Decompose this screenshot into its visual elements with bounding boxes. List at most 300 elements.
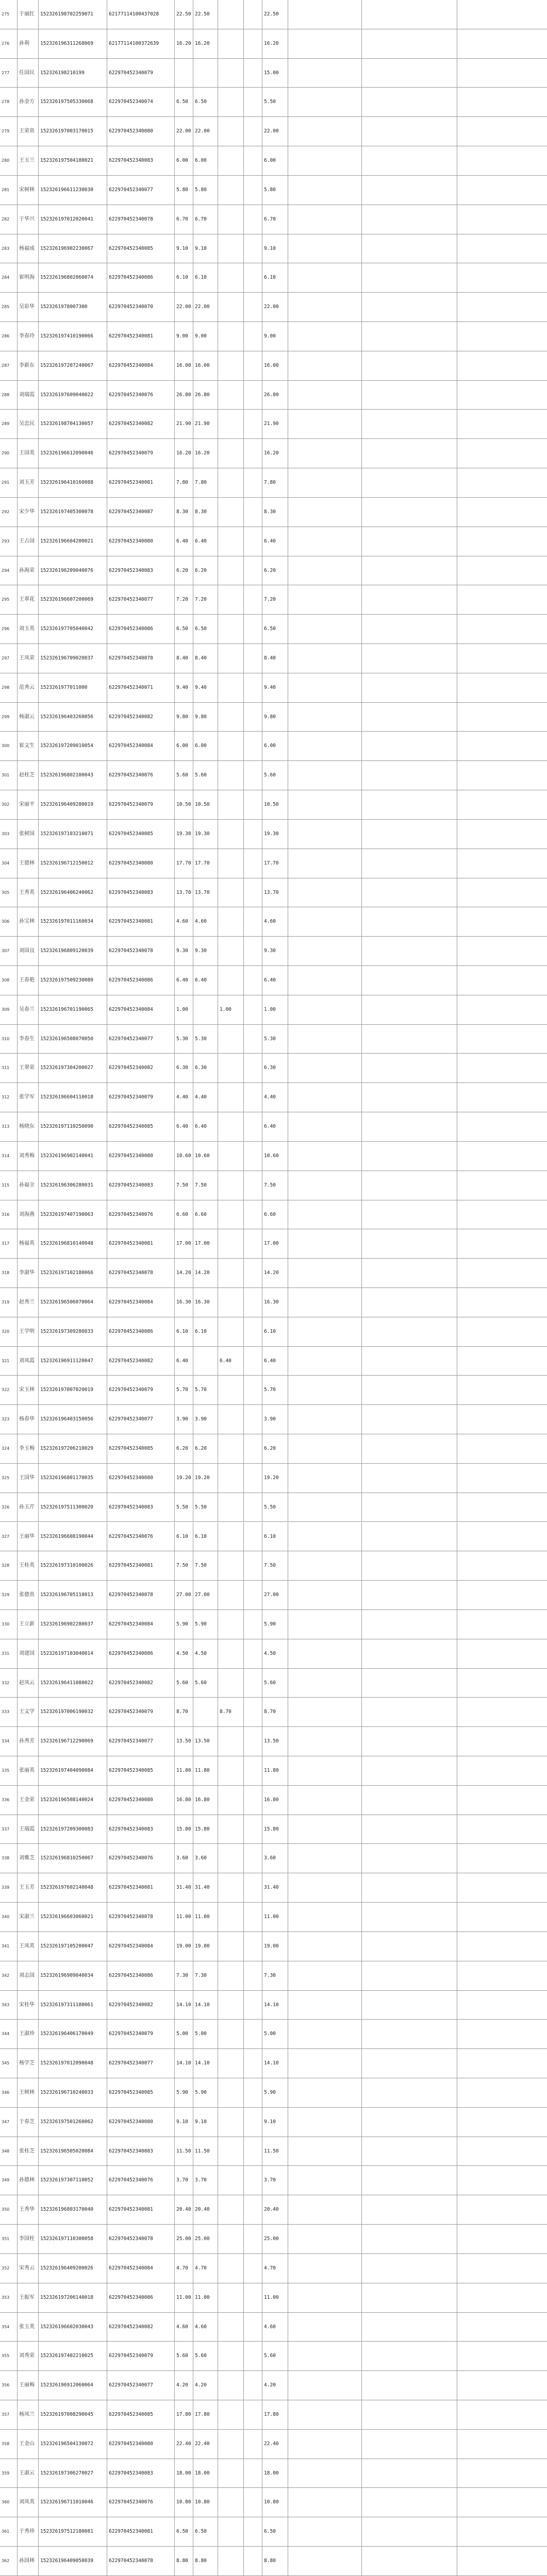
row-amount: 9.00 [175, 322, 193, 351]
row-id-number: 152326196712290069 [39, 1727, 107, 1756]
row-blank-cell [362, 1551, 457, 1580]
row-account: 622970452340083 [107, 146, 175, 175]
row-blank-cell [362, 527, 457, 556]
row-blank-cell [288, 1961, 362, 1990]
table-row [0, 2166, 547, 2195]
row-final: 5.30 [262, 1025, 288, 1054]
row-amount: 3.90 [175, 1405, 193, 1434]
row-extra [218, 1961, 244, 1990]
row-blank-cell [457, 1756, 547, 1785]
row-amount: 9.10 [175, 234, 193, 263]
row-id-number: 152326196410160088 [39, 468, 107, 497]
row-plan [193, 1698, 218, 1726]
table-row [0, 790, 547, 820]
row-id-number: 152326197206140018 [39, 2283, 107, 2312]
row-id-number: 152326197207240067 [39, 351, 107, 380]
row-blank-cell [457, 2488, 547, 2517]
row-index: 276 [0, 29, 18, 58]
row-name: 刘海燕 [18, 1200, 39, 1229]
row-id-number: 152326197504180021 [39, 146, 107, 175]
row-amount: 6.20 [175, 556, 193, 585]
row-extra [218, 2225, 244, 2253]
row-id-number: 152326197103040014 [39, 1639, 107, 1668]
row-blank-cell [457, 1669, 547, 1698]
row-name: 张丽英 [18, 1756, 39, 1785]
row-blank-cell [457, 410, 547, 438]
row-amount: 27.00 [175, 1581, 193, 1609]
row-subsidy [244, 1991, 262, 2020]
row-amount: 6.30 [175, 1054, 193, 1082]
row-name: 王国英 [18, 439, 39, 468]
row-final: 9.10 [262, 2108, 288, 2137]
row-account: 622970452340086 [107, 966, 175, 995]
row-final: 7.30 [262, 1961, 288, 1990]
row-final: 8.30 [262, 498, 288, 527]
row-final: 22.00 [262, 117, 288, 146]
row-blank-cell [362, 498, 457, 527]
row-subsidy [244, 1961, 262, 1990]
row-subsidy [244, 790, 262, 819]
row-amount: 6.50 [175, 615, 193, 643]
row-extra [218, 615, 244, 643]
row-index: 284 [0, 263, 18, 292]
row-extra [218, 2488, 244, 2517]
table-row [0, 2049, 547, 2078]
row-subsidy [244, 1932, 262, 1961]
row-extra [218, 176, 244, 205]
row-account: 622970452340082 [107, 1991, 175, 2020]
table-row [0, 1903, 547, 1932]
row-plan: 13.50 [193, 1727, 218, 1756]
row-id-number: 152326196709020037 [39, 644, 107, 673]
row-id-number: 152326196604110018 [39, 1083, 107, 1112]
row-subsidy [244, 1317, 262, 1346]
row-blank-cell [457, 2020, 547, 2048]
row-blank-cell [288, 234, 362, 263]
row-blank-cell [362, 234, 457, 263]
table-row [0, 2108, 547, 2137]
row-blank-cell [457, 1405, 547, 1434]
row-amount: 6.20 [175, 1434, 193, 1463]
row-plan: 5.50 [193, 1493, 218, 1522]
row-blank-cell [362, 1669, 457, 1698]
row-blank-cell [362, 2400, 457, 2429]
row-subsidy [244, 878, 262, 907]
row-final: 8.40 [262, 644, 288, 673]
row-id-number: 152326196701190065 [39, 995, 107, 1024]
row-blank-cell [288, 761, 362, 790]
row-account: 622970452340080 [107, 1786, 175, 1815]
row-blank-cell [457, 644, 547, 673]
row-final: 6.10 [262, 1317, 288, 1346]
table-row [0, 849, 547, 878]
row-subsidy [244, 556, 262, 585]
row-blank-cell [288, 439, 362, 468]
row-amount: 3.70 [175, 2166, 193, 2195]
row-index: 329 [0, 1581, 18, 1609]
row-final: 19.20 [262, 1464, 288, 1493]
row-blank-cell [362, 2137, 457, 2166]
row-amount: 16.80 [175, 1786, 193, 1815]
row-extra [218, 1259, 244, 1287]
row-id-number: 152326197012020041 [39, 205, 107, 234]
row-blank-cell [457, 878, 547, 907]
row-blank-cell [288, 322, 362, 351]
row-blank-cell [457, 351, 547, 380]
row-index: 317 [0, 1229, 18, 1258]
row-blank-cell [288, 1581, 362, 1609]
row-blank-cell [288, 2459, 362, 2488]
row-extra [218, 1610, 244, 1639]
row-subsidy [244, 1727, 262, 1756]
row-plan: 11.80 [193, 1756, 218, 1785]
row-account: 622970452340082 [107, 1054, 175, 1082]
row-amount: 7.80 [175, 468, 193, 497]
row-extra [218, 117, 244, 146]
row-account: 622970452340086 [107, 1961, 175, 1990]
row-blank-cell [457, 1054, 547, 1082]
table-row [0, 263, 547, 293]
row-extra [218, 1551, 244, 1580]
table-row [0, 878, 547, 908]
row-blank-cell [362, 2371, 457, 2400]
row-index: 282 [0, 205, 18, 234]
row-blank-cell [288, 468, 362, 497]
row-amount: 6.00 [175, 732, 193, 760]
row-extra [218, 1727, 244, 1756]
row-plan [193, 59, 218, 88]
row-blank-cell [362, 176, 457, 205]
row-name: 杨淑云 [18, 703, 39, 732]
row-blank-cell [457, 2517, 547, 2546]
row-blank-cell [457, 2547, 547, 2575]
row-final: 6.20 [262, 1434, 288, 1463]
row-amount: 6.40 [175, 1112, 193, 1141]
row-account: 622970452340084 [107, 732, 175, 760]
row-index: 291 [0, 468, 18, 497]
row-blank-cell [288, 146, 362, 175]
row-extra [218, 1171, 244, 1200]
row-name: 宋树林 [18, 176, 39, 205]
row-blank-cell [362, 1727, 457, 1756]
row-extra [218, 1229, 244, 1258]
row-blank-cell [288, 703, 362, 732]
row-extra [218, 439, 244, 468]
table-row [0, 1873, 547, 1903]
row-plan: 6.40 [193, 966, 218, 995]
row-index: 312 [0, 1083, 18, 1112]
row-account: 622970452340082 [107, 1669, 175, 1698]
row-amount: 6.50 [175, 88, 193, 116]
row-extra [218, 293, 244, 321]
row-amount: 8.80 [175, 2547, 193, 2575]
row-plan: 3.90 [193, 1405, 218, 1434]
row-blank-cell [362, 1083, 457, 1112]
row-id-number: 152326197705040042 [39, 615, 107, 643]
row-final: 17.70 [262, 849, 288, 878]
row-id-number: 152326196508140024 [39, 1786, 107, 1815]
row-subsidy [244, 205, 262, 234]
row-blank-cell [362, 205, 457, 234]
row-blank-cell [362, 1815, 457, 1844]
row-account: 622970452340076 [107, 2488, 175, 2517]
row-index: 281 [0, 176, 18, 205]
row-account: 622970452340085 [107, 820, 175, 849]
row-final: 9.10 [262, 234, 288, 263]
row-blank-cell [288, 1200, 362, 1229]
table-row [0, 1639, 547, 1669]
row-index: 331 [0, 1639, 18, 1668]
row-extra [218, 732, 244, 760]
row-account: 622970452340084 [107, 1288, 175, 1317]
table-row [0, 2020, 547, 2049]
row-blank-cell [362, 1698, 457, 1726]
row-plan: 4.70 [193, 2254, 218, 2283]
row-id-number: 152326196409200026 [39, 2254, 107, 2283]
row-extra [218, 2049, 244, 2078]
row-final: 6.50 [262, 615, 288, 643]
row-final: 14.10 [262, 1991, 288, 2020]
row-amount: 20.40 [175, 2195, 193, 2224]
row-index: 323 [0, 1405, 18, 1434]
row-blank-cell [288, 1025, 362, 1054]
row-final: 5.70 [262, 1376, 288, 1404]
row-blank-cell [288, 1727, 362, 1756]
row-subsidy [244, 2020, 262, 2048]
row-name: 王秀英 [18, 878, 39, 907]
row-blank-cell [362, 937, 457, 965]
row-blank-cell [288, 1932, 362, 1961]
row-extra [218, 1200, 244, 1229]
row-extra [218, 1815, 244, 1844]
row-id-number: 152326196803170040 [39, 2195, 107, 2224]
row-subsidy [244, 1756, 262, 1785]
row-id-number: 152326197505330068 [39, 88, 107, 116]
row-amount: 11.00 [175, 1903, 193, 1931]
row-amount: 16.30 [175, 1288, 193, 1317]
row-name: 刘玉英 [18, 615, 39, 643]
row-blank-cell [288, 790, 362, 819]
row-blank-cell [457, 1171, 547, 1200]
row-subsidy [244, 1522, 262, 1551]
row-plan: 6.50 [193, 88, 218, 116]
row-blank-cell [362, 2166, 457, 2195]
row-extra [218, 1786, 244, 1815]
row-plan: 25.00 [193, 2225, 218, 2253]
row-name: 王春艳 [18, 966, 39, 995]
row-plan: 6.50 [193, 615, 218, 643]
row-id-number: 152326197008290045 [39, 2400, 107, 2429]
row-blank-cell [457, 2313, 547, 2342]
row-extra [218, 1844, 244, 1873]
row-extra [218, 1903, 244, 1931]
row-blank-cell [457, 995, 547, 1024]
row-plan [193, 995, 218, 1024]
row-account: 622970452340083 [107, 1493, 175, 1522]
row-index: 299 [0, 703, 18, 732]
row-final: 31.40 [262, 1873, 288, 1902]
row-account: 622970452340083 [107, 2137, 175, 2166]
row-blank-cell [362, 1873, 457, 1902]
row-subsidy [244, 673, 262, 702]
row-subsidy [244, 1873, 262, 1902]
row-blank-cell [288, 88, 362, 116]
row-blank-cell [362, 1376, 457, 1404]
row-blank-cell [362, 732, 457, 760]
table-row [0, 1991, 547, 2020]
row-subsidy [244, 2166, 262, 2195]
row-id-number: 152326196912060064 [39, 2371, 107, 2400]
row-plan: 4.60 [193, 2313, 218, 2342]
row-final: 11.50 [262, 2137, 288, 2166]
row-plan: 6.40 [193, 527, 218, 556]
table-row [0, 205, 547, 234]
row-blank-cell [362, 293, 457, 321]
row-blank-cell [288, 2547, 362, 2575]
row-blank-cell [457, 1786, 547, 1815]
row-blank-cell [362, 585, 457, 614]
row-id-number: 152326196711010046 [39, 2488, 107, 2517]
row-index: 338 [0, 1844, 18, 1873]
row-blank-cell [457, 1991, 547, 2020]
table-row [0, 2517, 547, 2547]
table-row [0, 1317, 547, 1347]
table-row [0, 1288, 547, 1317]
row-plan: 22.00 [193, 293, 218, 321]
row-name: 王振军 [18, 2283, 39, 2312]
row-name: 杨福英 [18, 1229, 39, 1258]
row-blank-cell [362, 410, 457, 438]
row-name: 李春生 [18, 1025, 39, 1054]
row-blank-cell [288, 644, 362, 673]
row-blank-cell [457, 2049, 547, 2078]
row-blank-cell [288, 2137, 362, 2166]
row-id-number: 152326196602030043 [39, 2313, 107, 2342]
row-blank-cell [362, 2517, 457, 2546]
row-name: 宋淑兰 [18, 1903, 39, 1931]
row-extra [218, 761, 244, 790]
row-blank-cell [362, 1610, 457, 1639]
row-blank-cell [457, 117, 547, 146]
row-index: 296 [0, 615, 18, 643]
row-account: 622970452340079 [107, 2020, 175, 2048]
row-extra [218, 878, 244, 907]
row-id-number: 152326196506070064 [39, 1288, 107, 1317]
row-account: 622970452340087 [107, 498, 175, 527]
row-subsidy [244, 966, 262, 995]
row-index: 326 [0, 1493, 18, 1522]
row-account: 622970452340070 [107, 293, 175, 321]
row-final: 5.60 [262, 761, 288, 790]
table-row [0, 1727, 547, 1756]
row-plan: 17.00 [193, 1229, 218, 1258]
row-final: 22.40 [262, 2430, 288, 2459]
row-extra [218, 2313, 244, 2342]
row-blank-cell [288, 2313, 362, 2342]
row-blank-cell [288, 410, 362, 438]
row-blank-cell [362, 1347, 457, 1376]
row-amount: 11.80 [175, 1756, 193, 1785]
row-index: 304 [0, 849, 18, 878]
row-amount: 4.50 [175, 1639, 193, 1668]
row-subsidy [244, 2313, 262, 2342]
row-plan: 16.80 [193, 1786, 218, 1815]
row-index: 314 [0, 1142, 18, 1171]
row-blank-cell [457, 1317, 547, 1346]
row-final: 14.20 [262, 1259, 288, 1287]
table-row [0, 644, 547, 673]
row-final: 6.40 [262, 1112, 288, 1141]
row-plan: 19.00 [193, 1932, 218, 1961]
row-final: 6.70 [262, 205, 288, 234]
row-amount: 26.80 [175, 381, 193, 410]
row-blank-cell [288, 995, 362, 1024]
row-blank-cell [288, 1405, 362, 1434]
row-subsidy [244, 0, 262, 29]
table-row [0, 234, 547, 264]
row-account: 622970452340084 [107, 2254, 175, 2283]
row-name: 宋玉林 [18, 1376, 39, 1404]
row-final: 3.60 [262, 1844, 288, 1873]
row-id-number: 152326197103210071 [39, 820, 107, 849]
row-name: 杨福成 [18, 234, 39, 263]
row-index: 341 [0, 1932, 18, 1961]
row-subsidy [244, 761, 262, 790]
row-plan [193, 1347, 218, 1376]
row-subsidy [244, 2049, 262, 2078]
row-index: 283 [0, 234, 18, 263]
table-row [0, 673, 547, 703]
row-index: 294 [0, 556, 18, 585]
row-subsidy [244, 1434, 262, 1463]
row-index: 357 [0, 2400, 18, 2429]
row-final: 9.00 [262, 322, 288, 351]
row-subsidy [244, 1083, 262, 1112]
row-amount: 6.70 [175, 205, 193, 234]
row-id-number: 152326197512180081 [39, 2517, 107, 2546]
table-row [0, 1112, 547, 1142]
row-blank-cell [288, 820, 362, 849]
row-account: 622970452340086 [107, 1317, 175, 1346]
row-extra [218, 2283, 244, 2312]
row-blank-cell [457, 527, 547, 556]
row-extra [218, 1932, 244, 1961]
table-row [0, 1347, 547, 1376]
row-extra [218, 820, 244, 849]
row-subsidy [244, 732, 262, 760]
row-name: 于秀珍 [18, 2517, 39, 2546]
row-amount: 19.30 [175, 820, 193, 849]
row-plan: 9.10 [193, 2108, 218, 2137]
row-blank-cell [362, 1756, 457, 1785]
row-subsidy [244, 2078, 262, 2107]
row-account: 622970452340076 [107, 1200, 175, 1229]
row-extra [218, 644, 244, 673]
row-subsidy [244, 2400, 262, 2429]
row-account: 622970452340081 [107, 468, 175, 497]
row-blank-cell [288, 2166, 362, 2195]
row-index: 305 [0, 878, 18, 907]
row-blank-cell [362, 2020, 457, 2048]
table-row [0, 2137, 547, 2166]
row-index: 350 [0, 2195, 18, 2224]
row-amount: 16.20 [175, 439, 193, 468]
row-amount: 14.10 [175, 2049, 193, 2078]
row-blank-cell [457, 1142, 547, 1171]
row-id-number: 152326197404090084 [39, 1756, 107, 1785]
table-row [0, 2488, 547, 2517]
table-row [0, 176, 547, 205]
